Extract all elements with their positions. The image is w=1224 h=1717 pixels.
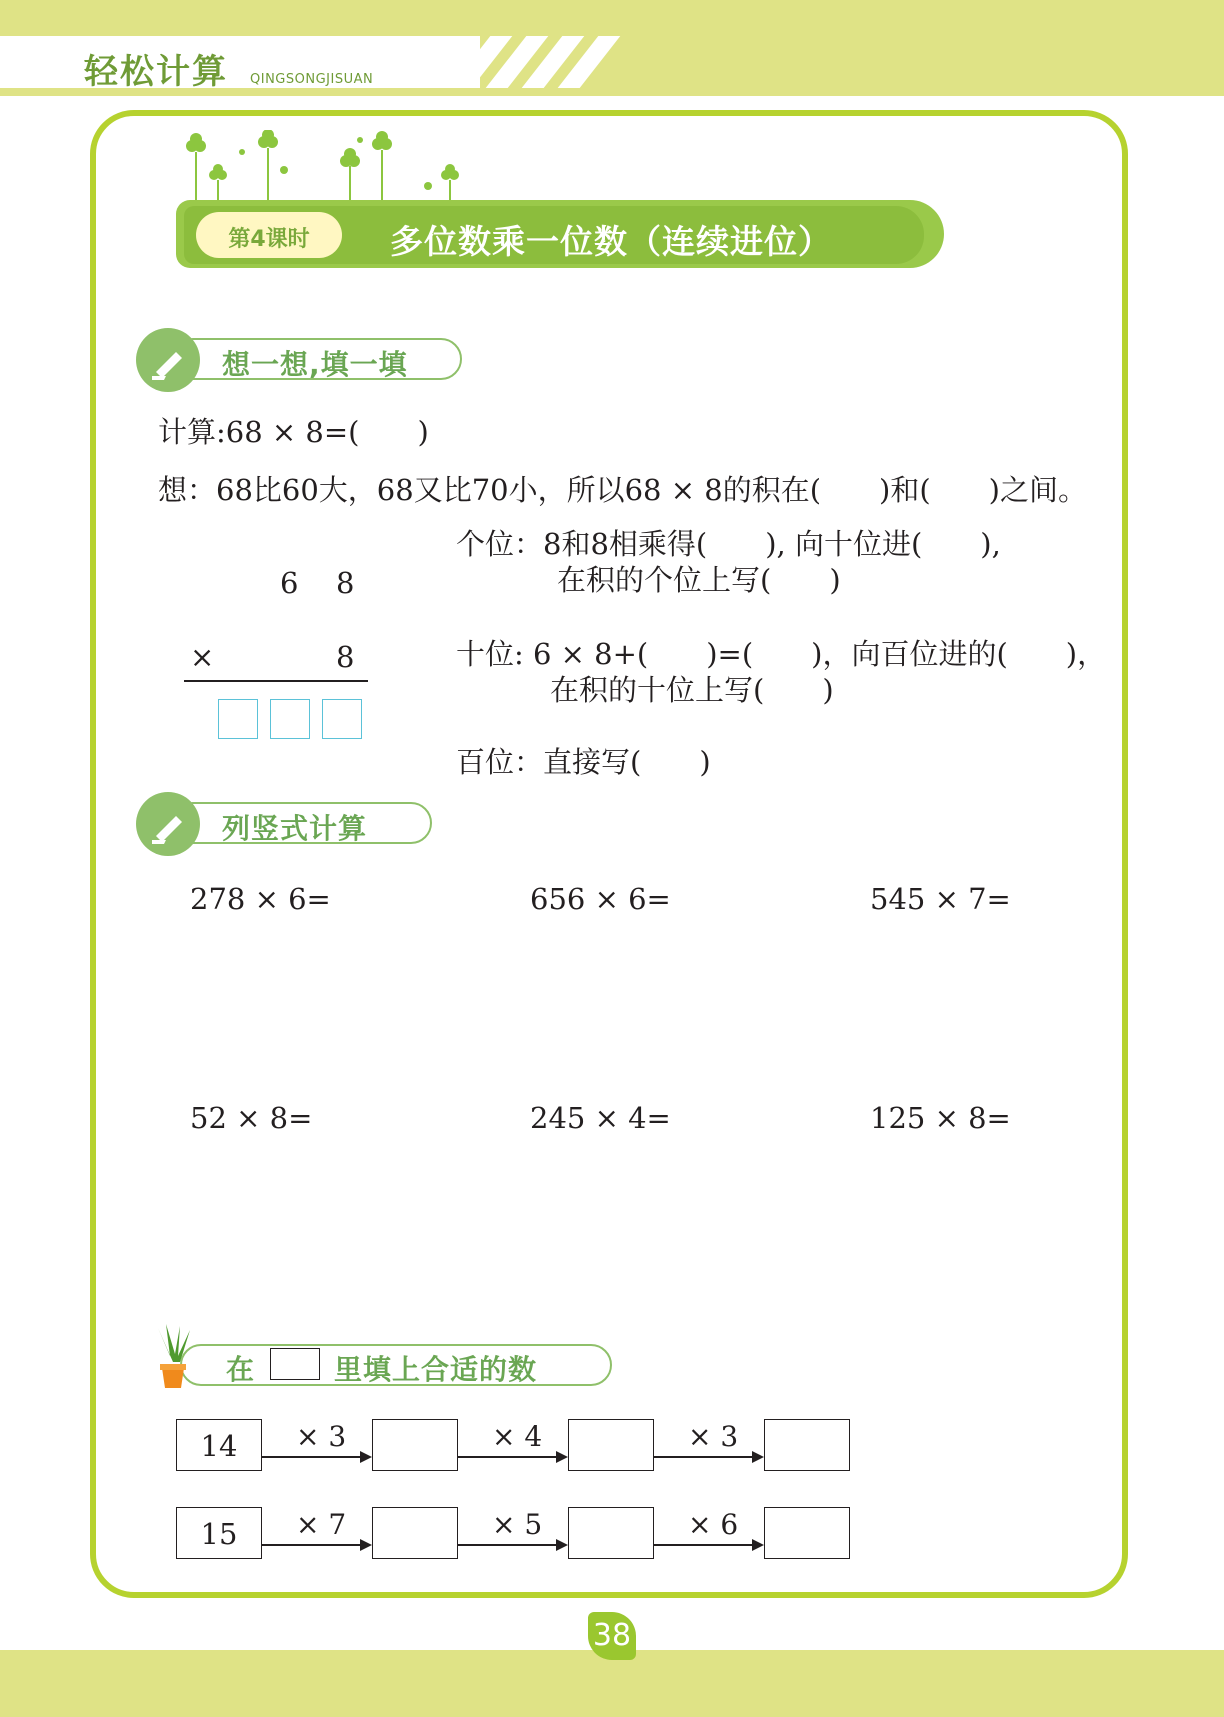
chain-start: 15	[176, 1507, 262, 1559]
section-heading: 想一想,填一填	[222, 348, 408, 381]
book-subtitle: QINGSONGJISUAN	[250, 72, 374, 87]
pencil-hand-icon	[136, 792, 200, 856]
book-title: 轻松计算	[84, 52, 228, 92]
vertical-rule	[184, 680, 368, 682]
clover-decoration-icon	[180, 130, 480, 204]
arrow-head-icon	[360, 1539, 372, 1551]
lesson-number: 第4课时	[228, 227, 310, 252]
chain-arrow	[458, 1544, 558, 1546]
vertical-multiplier: 8	[336, 640, 355, 674]
chain-arrow	[458, 1456, 558, 1458]
arrow-head-icon	[556, 1539, 568, 1551]
ones-step-write: 在积的个位上写( )	[557, 563, 841, 597]
tens-step: 十位: 6 × 8+( )=( )，向百位进的( )，	[456, 637, 1107, 671]
chain-answer-box[interactable]	[764, 1419, 850, 1471]
section-heading: 里填上合适的数	[334, 1353, 538, 1386]
potted-plant-icon	[148, 1322, 198, 1390]
heading-box-icon	[270, 1348, 320, 1380]
chain-answer-box[interactable]	[372, 1507, 458, 1559]
answer-box-tens[interactable]	[270, 699, 310, 739]
chain-start: 14	[176, 1419, 262, 1471]
arrow-head-icon	[360, 1451, 372, 1463]
page-number: 38	[588, 1612, 636, 1660]
chain-operator: × 3	[296, 1420, 347, 1453]
problem: 656 × 6=	[530, 882, 671, 916]
chain-arrow	[262, 1544, 362, 1546]
calc-question: 计算:68 × 8=( )	[158, 415, 429, 449]
estimate-line: 想：68比60大，68又比70小，所以68 × 8的积在( )和( )之间。	[158, 473, 1087, 507]
chain-answer-box[interactable]	[372, 1419, 458, 1471]
section-badge	[136, 792, 200, 856]
arrow-head-icon	[556, 1451, 568, 1463]
vertical-top-digit: 6	[280, 566, 299, 600]
chain-operator: × 5	[492, 1508, 543, 1541]
header-title-strip	[0, 36, 480, 88]
chain-operator: × 7	[296, 1508, 347, 1541]
chain-answer-box[interactable]	[764, 1507, 850, 1559]
problem: 278 × 6=	[190, 882, 331, 916]
answer-box-ones[interactable]	[322, 699, 362, 739]
arrow-head-icon	[752, 1451, 764, 1463]
section-heading: 在	[226, 1353, 256, 1386]
lesson-title: 多位数乘一位数（连续进位）	[390, 222, 832, 261]
vertical-top-digit: 8	[336, 566, 355, 600]
chain-arrow	[262, 1456, 362, 1458]
chain-operator: × 6	[688, 1508, 739, 1541]
hundreds-step: 百位：直接写( )	[456, 745, 711, 779]
ones-step: 个位：8和8相乘得( ), 向十位进( ),	[456, 527, 1001, 561]
chain-arrow	[654, 1544, 754, 1546]
answer-box-hundreds[interactable]	[218, 699, 258, 739]
pencil-hand-icon	[136, 328, 200, 392]
problem: 245 × 4=	[530, 1101, 671, 1135]
times-sign: ×	[190, 640, 215, 674]
footer-band	[0, 1650, 1224, 1717]
problem: 125 × 8=	[870, 1101, 1011, 1135]
chain-operator: × 3	[688, 1420, 739, 1453]
section-heading: 列竖式计算	[222, 812, 368, 845]
chain-answer-box[interactable]	[568, 1507, 654, 1559]
problem: 545 × 7=	[870, 882, 1011, 916]
chain-operator: × 4	[492, 1420, 543, 1453]
arrow-head-icon	[752, 1539, 764, 1551]
chain-answer-box[interactable]	[568, 1419, 654, 1471]
tens-step-write: 在积的十位上写( )	[550, 673, 834, 707]
section-badge	[136, 328, 200, 392]
problem: 52 × 8=	[190, 1101, 313, 1135]
chain-arrow	[654, 1456, 754, 1458]
